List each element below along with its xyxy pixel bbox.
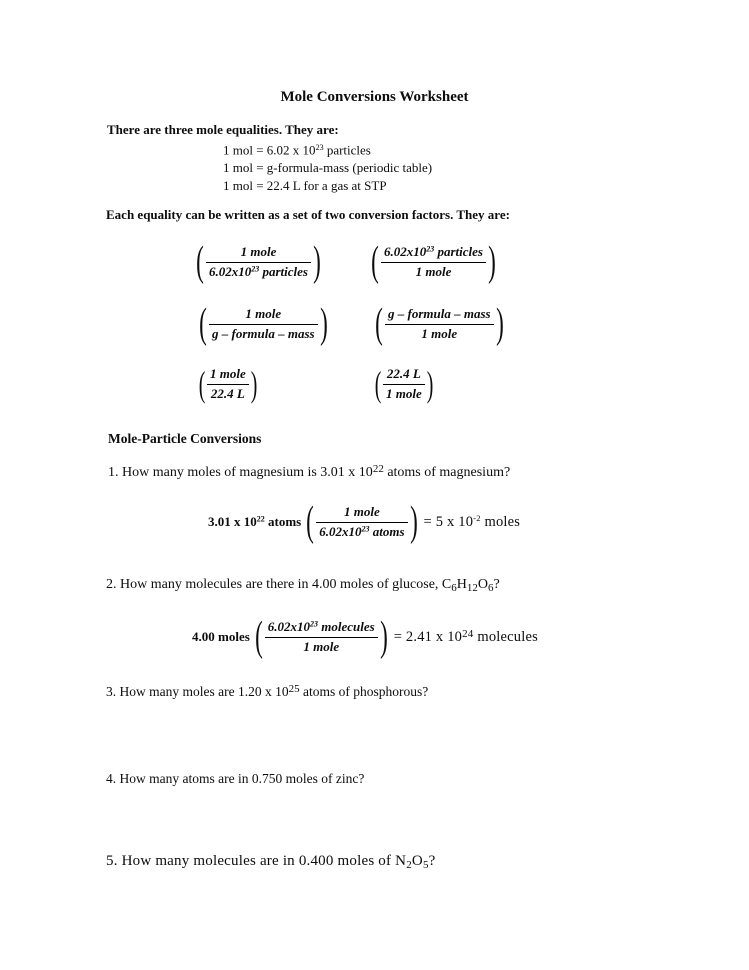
result-exponent: -2 <box>473 513 481 523</box>
q2-text: 2. How many molecules are there in 4.00 moles of glucose, C <box>106 577 452 592</box>
left-paren-icon: ( <box>374 364 382 405</box>
fraction-stack <box>385 306 494 343</box>
q5-text-end: ? <box>428 853 436 869</box>
result-unit: molecules <box>473 629 538 645</box>
right-paren-icon: ) <box>426 364 434 405</box>
equality-1-base: 1 mol = 6.02 x 10 <box>223 142 316 158</box>
factor-moles-per-gfm <box>201 303 326 345</box>
fraction-bar <box>206 262 311 263</box>
q2-element-2: H <box>456 577 467 592</box>
den-exponent: 23 <box>361 524 370 533</box>
factor-liters-per-mole <box>374 364 434 405</box>
q2-subscript-3: 6 <box>488 582 494 594</box>
left-paren-icon: ( <box>196 239 204 285</box>
work2-result <box>394 628 538 646</box>
num-unit: particles <box>434 243 483 259</box>
given-exponent: 22 <box>256 514 265 524</box>
work2-conversion-factor <box>254 614 388 660</box>
fraction-numerator: 1 mole <box>240 243 277 259</box>
factor-gfm-per-mole <box>377 303 502 345</box>
fraction-numerator <box>381 244 486 261</box>
fraction-denominator: 1 mole <box>421 325 458 341</box>
fraction-stack <box>383 366 425 403</box>
fraction-numerator: 1 mole <box>245 305 282 321</box>
fraction-numerator: 1 mole <box>343 503 380 519</box>
right-paren-icon: ) <box>313 239 321 285</box>
fraction-stack <box>316 504 407 541</box>
num-exponent: 23 <box>426 244 435 254</box>
fraction-numerator: g – formula – mass <box>388 305 491 321</box>
fraction-bar <box>381 262 486 263</box>
left-paren-icon: ( <box>254 614 263 660</box>
question-3 <box>106 683 428 700</box>
q5-element-2: O <box>411 853 423 869</box>
page-title: Mole Conversions Worksheet <box>280 89 469 105</box>
right-paren-icon: ) <box>379 614 388 660</box>
q1-exponent: 22 <box>372 463 384 475</box>
fraction-denominator: 1 mole <box>386 385 422 401</box>
fraction-bar <box>207 384 249 385</box>
q1-text-end: atoms of magnesium? <box>383 465 511 480</box>
left-paren-icon: ( <box>375 301 383 347</box>
fraction-numerator: 1 mole <box>210 366 246 381</box>
right-paren-icon: ) <box>495 301 504 347</box>
q3-text-end: atoms of phosphorous? <box>299 684 429 699</box>
fraction-numerator: 22.4 L <box>386 366 421 381</box>
num-unit: molecules <box>318 618 375 634</box>
q5-text: 5. How many molecules are in 0.400 moles of N <box>106 853 407 869</box>
work2-given: 4.00 moles <box>192 629 250 644</box>
equality-1-exponent: 23 <box>315 143 324 152</box>
question-5 <box>106 853 436 871</box>
right-paren-icon: ) <box>319 301 328 347</box>
q3-exponent: 25 <box>288 683 300 695</box>
equality-line-3: 1 mol = 22.4 L for a gas at STP <box>223 177 387 193</box>
left-paren-icon: ( <box>198 364 206 405</box>
left-paren-icon: ( <box>199 301 207 347</box>
num-exponent: 23 <box>310 619 319 629</box>
fraction-bar <box>383 384 425 385</box>
q2-subscript-1: 6 <box>451 582 457 594</box>
result-exponent: 24 <box>462 628 474 640</box>
work-line-2 <box>192 616 538 658</box>
left-paren-icon: ( <box>371 239 379 285</box>
question-1 <box>108 463 510 481</box>
left-paren-icon: ( <box>306 499 315 545</box>
fraction-stack <box>265 619 378 656</box>
work1-given <box>208 514 301 530</box>
equality-line-1 <box>223 139 432 159</box>
right-paren-icon: ) <box>488 239 496 285</box>
result-base: = 2.41 x 10 <box>393 629 463 645</box>
fraction-stack <box>209 306 318 343</box>
factors-heading: Each equality can be written as a set of two conversion factors. They are: <box>106 207 510 222</box>
result-unit: moles <box>480 514 521 530</box>
q2-subscript-2: 12 <box>466 582 478 594</box>
q2-element-3: O <box>477 577 488 592</box>
den-exponent: 23 <box>251 264 260 273</box>
fraction-denominator <box>206 264 311 281</box>
q2-text-end: ? <box>493 577 500 592</box>
equality-line-2: 1 mol = g-formula-mass (periodic table) <box>223 160 433 176</box>
fraction-bar <box>265 637 378 638</box>
work1-conversion-factor <box>306 499 418 545</box>
fraction-denominator: 22.4 L <box>210 385 245 401</box>
given-unit: atoms <box>264 514 302 529</box>
q5-subscript-2: 5 <box>422 859 429 871</box>
factor-moles-per-particles <box>198 241 319 283</box>
den-unit: particles <box>259 263 308 279</box>
result-base: = 5 x 10 <box>423 514 474 530</box>
right-paren-icon: ) <box>250 364 258 405</box>
work-line-1 <box>208 501 520 543</box>
fraction-denominator: 1 mole <box>303 638 340 654</box>
fraction-stack <box>381 244 486 281</box>
factor-moles-per-liters <box>198 364 258 405</box>
q5-subscript-1: 2 <box>406 859 412 871</box>
q1-text: 1. How many moles of magnesium is 3.01 x 10 <box>108 465 373 480</box>
den-base: 6.02x10 <box>209 263 252 279</box>
fraction-denominator: g – formula – mass <box>212 325 315 341</box>
factor-particles-per-mole <box>373 241 494 283</box>
den-base: 6.02x10 <box>319 523 362 539</box>
fraction-bar <box>385 324 494 325</box>
fraction-stack <box>207 366 249 403</box>
mole-equalities-list <box>223 139 432 194</box>
fraction-stack <box>206 244 311 281</box>
den-unit: atoms <box>369 523 405 539</box>
work1-result <box>424 513 521 531</box>
section-heading: Mole-Particle Conversions <box>108 431 262 446</box>
intro-heading: There are three mole equalities. They are: <box>107 122 339 137</box>
question-2 <box>106 577 500 594</box>
num-base: 6.02x10 <box>267 618 311 634</box>
equality-1-unit: particles <box>323 142 371 158</box>
fraction-numerator <box>265 619 378 636</box>
given-base: 3.01 x 10 <box>208 514 257 529</box>
right-paren-icon: ) <box>409 499 418 545</box>
num-base: 6.02x10 <box>384 243 427 259</box>
question-4: 4. How many atoms are in 0.750 moles of zinc? <box>106 771 365 786</box>
q3-text: 3. How many moles are 1.20 x 10 <box>106 684 289 699</box>
fraction-denominator <box>316 524 407 541</box>
fraction-denominator: 1 mole <box>415 263 452 279</box>
fraction-bar <box>316 522 407 523</box>
fraction-bar <box>209 324 318 325</box>
